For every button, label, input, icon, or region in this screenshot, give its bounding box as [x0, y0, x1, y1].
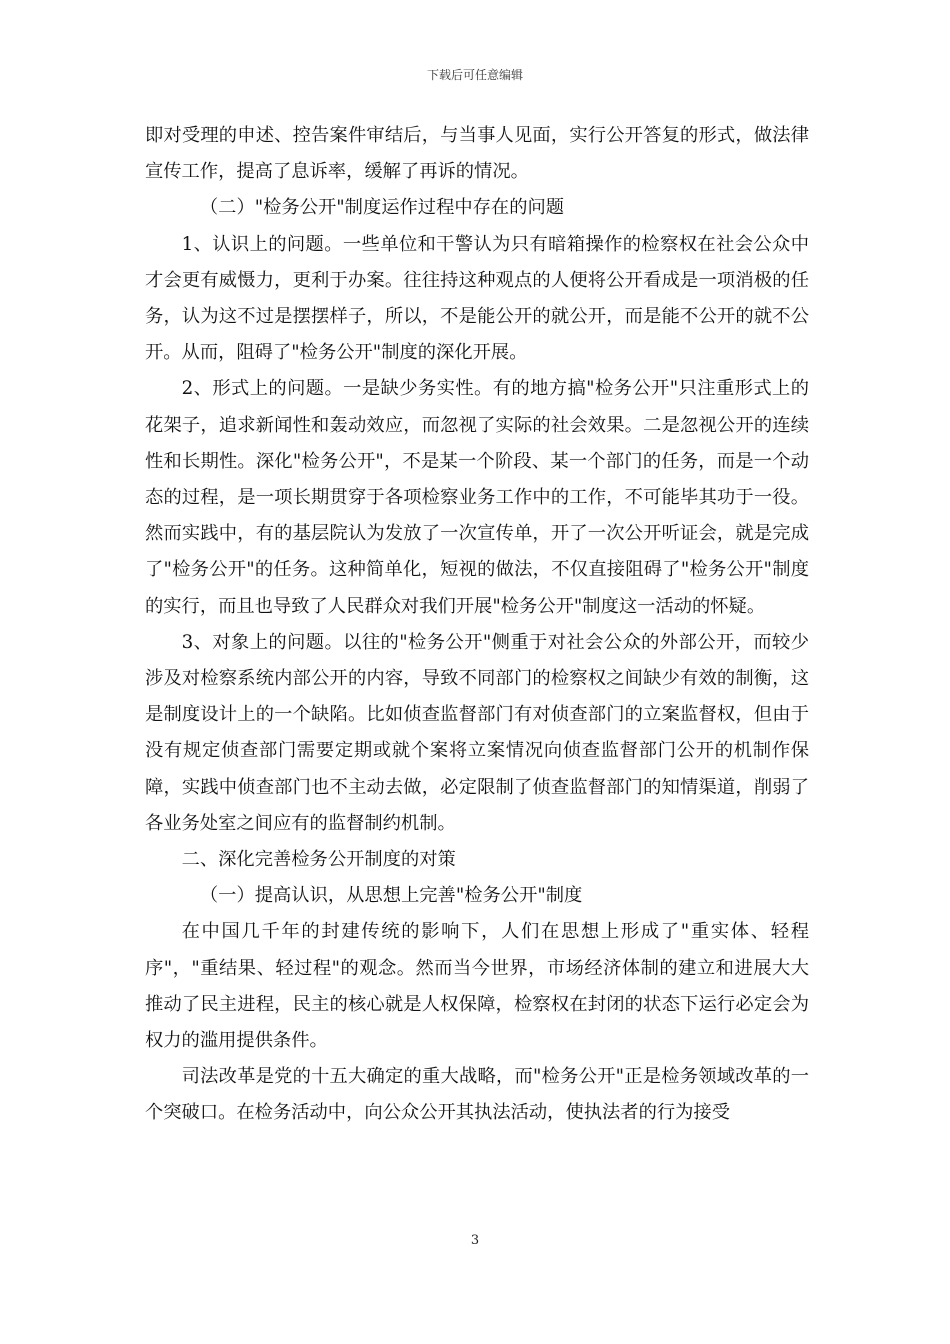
paragraph: 即对受理的申述、控告案件审结后，与当事人见面，实行公开答复的形式，做法律宣传工作，提高了息诉率，缓解了再诉的情况。	[145, 125, 809, 183]
section-heading: （二）"检务公开"制度运作过程中存在的问题	[199, 197, 565, 219]
paragraph: 在中国几千年的封建传统的影响下，人们在思想上形成了"重实体、轻程序"，"重结果、轻过程"的观念。然而当今世界，市场经济体制的建立和进展大大推动了民主进程，民主的核心就是人权保障，检察权在封闭的状态下运行必定会为权力的滥用提供条件。	[145, 921, 809, 1052]
page-header: 下载后可任意编辑	[426, 68, 523, 82]
document-body	[145, 118, 809, 1132]
paragraph: 司法改革是党的十五大确定的重大战略，而"检务公开"正是检务领域改革的一个突破口。在检务活动中，向公众公开其执法活动，使执法者的行为接受	[145, 1066, 809, 1124]
paragraph: 3、对象上的问题。以往的"检务公开"侧重于对社会公众的外部公开，而较少涉及对检察系统内部公开的内容，导致不同部门的检察权之间缺少有效的制衡，这是制度设计上的一个缺陷。比如侦查监督部门有对侦查部门的立案监督权，但由于没有规定侦查部门需要定期或就个案将立案情况向侦查监督部门公开的机制作保障，实践中侦查部门也不主动去做，必定限制了侦查监督部门的知情渠道，削弱了各业务处室之间应有的监督制约机制。	[145, 631, 809, 834]
section-heading: 二、深化完善检务公开制度的对策	[181, 849, 456, 871]
paragraph: 2、形式上的问题。一是缺少务实性。有的地方搞"检务公开"只注重形式上的花架子，追求新闻性和轰动效应，而忽视了实际的社会效果。二是忽视公开的连续性和长期性。深化"检务公开"，不是某一个阶段、某一个部门的任务，而是一个动态的过程，是一项长期贯穿于各项检察业务工作中的工作，不可能毕其功于一役。然而实践中，有的基层院认为发放了一次宣传单，开了一次公开听证会，就是完成了"检务公开"的任务。这种简单化，短视的做法，不仅直接阻碍了"检务公开"制度的实行，而且也导致了人民群众对我们开展"检务公开"制度这一活动的怀疑。	[145, 378, 809, 617]
section-heading: （一）提高认识，从思想上完善"检务公开"制度	[199, 885, 583, 907]
paragraph: 1、认识上的问题。一些单位和干警认为只有暗箱操作的检察权在社会公众中才会更有威慑力，更利于办案。往往持这种观点的人便将公开看成是一项消极的任务，认为这不过是摆摆样子，所以，不是能公开的就公开，而是能不公开的就不公开。从而，阻碍了"检务公开"制度的深化开展。	[145, 233, 809, 364]
page-number: 3	[470, 1233, 480, 1248]
